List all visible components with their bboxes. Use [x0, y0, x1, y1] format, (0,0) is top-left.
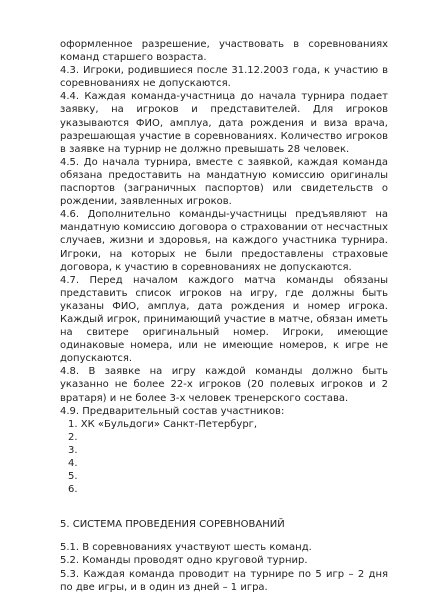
list-item: 2. — [68, 431, 78, 443]
paragraph-5-1: 5.1. В соревнованиях участвуют шесть команд. — [60, 542, 312, 554]
spacer — [60, 496, 388, 518]
paragraph-4-9: 4.9. Предварительный состав участников: — [60, 405, 285, 417]
paragraph-4-8: 4.8. В заявке на игру каждой команды должно быть указанно не более 22-х игроков (20 полевых игроков и 2 вратаря) и не более 3-х человек тренерского состава. — [60, 366, 388, 404]
list-item: 3. — [68, 444, 78, 456]
paragraph-5-3: 5.3. Каждая команда проводит на турнире по 5 игр – 2 дня по две игры, и в один из дней – 1 игра. — [60, 568, 388, 593]
list-item: 4. — [68, 458, 78, 469]
paragraph-4-7: 4.7. Перед началом каждого матча команды обязаны представить список игроков на игру, где должны быть указаны ФИО, амплуа, дата рождения и номер игрока. Каждый игрок, принимающий участие в матче, обязан иметь на свитере оригинальный номер. Игроки, имеющие одинаковые номера, или не имеющие номеров, к игре не допускаются. — [60, 274, 388, 365]
participants-list — [60, 418, 388, 497]
section-heading: 5. СИСТЕМА ПРОВЕДЕНИЯ СОРЕВНОВАНИЙ — [60, 519, 285, 531]
paragraph-4-6: 4.6. Дополнительно команды-участницы предъявляют на мандатную комиссию договора о страховании от несчастных случаев, жизни и здоровья, на каждого участника турнира. Игроки, на которых не были предоставлены страховые договора, к участию в соревнованиях не допускаются. — [60, 209, 388, 273]
spacer — [60, 531, 388, 541]
list-item: 1. ХК «Бульдоги» Санкт-Петербург, — [68, 418, 258, 430]
paragraph-4-4: 4.4. Каждая команда-участница до начала турнира подает заявку, на игроков и представителей. Для игроков указываются ФИО, амплуа, дата рождения и виза врача, разрешающая участие в соревнованиях. Количество игроков в заявке на турнир не должно превышать 28 человек. — [60, 91, 388, 155]
list-item: 5. — [68, 471, 78, 483]
paragraph-4-3: 4.3. Игроки, родившиеся после 31.12.2003 года, к участию в соревнованиях не допускаются. — [60, 65, 388, 90]
list-item: 6. — [68, 484, 78, 496]
paragraph-permission-continued: оформленное разрешение, участвовать в соревнованиях команд старшего возраста. — [60, 39, 388, 64]
paragraph-5-2: 5.2. Команды проводят одно круговой турнир. — [60, 555, 308, 567]
paragraph-4-5: 4.5. До начала турнира, вместе с заявкой, каждая команда обязана предоставить на мандатную комиссию оригиналы паспортов (заграничных паспортов) или свидетельств о рождении, заявленных игроков. — [60, 156, 388, 208]
